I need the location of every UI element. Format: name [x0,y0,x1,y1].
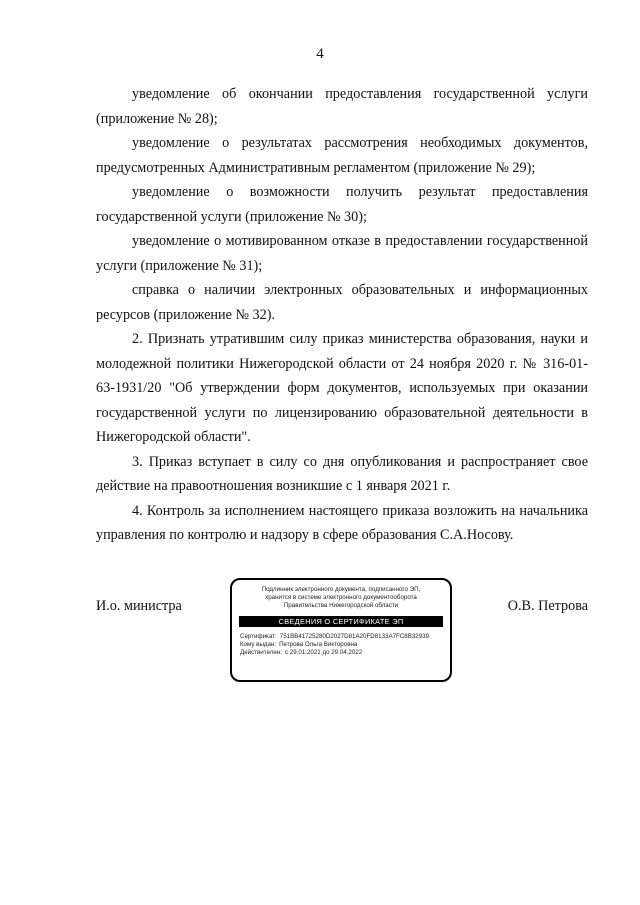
electronic-signature-stamp [230,578,452,682]
paragraph: 2. Признать утратившим силу приказ министерства образования, науки и молодежной политики Нижегородской области от 24 ноября 2020 г. № 316-01-63-1931/20 "Об утверждении форм документов, используемых при оказании государственной услуги по лицензированию образовательной деятельности в Нижегородской области". [96,331,588,445]
document-body [96,82,588,548]
owner-label: Кому выдан: [240,641,277,648]
paragraph: справка о наличии электронных образовательных и информационных ресурсов (приложение № 32). [96,282,588,323]
stamp-header-line: Подлинник электронного документа, подписанного ЭП, [261,586,421,593]
paragraph: уведомление о возможности получить результат предоставления государственной услуги (приложение № 30); [96,184,588,225]
paragraph: 4. Контроль за исполнением настоящего приказа возложить на начальника управления по контролю и надзору в сфере образования С.А.Носову. [96,502,588,543]
page-number: 4 [316,46,324,62]
certificate-label: Сертификат: [240,633,277,640]
stamp-certificate-row [240,633,442,641]
stamp-header [240,586,442,610]
stamp-owner-row [240,641,442,649]
signature-block [96,578,588,688]
signer-name: О.В. Петрова [507,598,588,614]
certificate-value: 751BB41725280D2027D81A20FD8133A7FC8B32939 [279,633,430,640]
paragraph: уведомление о результатах рассмотрения необходимых документов, предусмотренных Административным регламентом (приложение № 29); [96,135,588,176]
validity-value: с 29.01.2021 до 29.04.2022 [284,649,363,656]
stamp-validity-row [240,649,442,657]
owner-value: Петрова Ольга Викторовна [279,641,358,648]
paragraph: 3. Приказ вступает в силу со дня опубликования и распространяет свое действие на правоотношения возникшие с 1 января 2021 г. [96,453,588,494]
signer-position: И.о. министра [96,598,182,614]
stamp-header-line: хранится в системе электронного документооборота [265,594,417,601]
stamp-banner: СВЕДЕНИЯ О СЕРТИФИКАТЕ ЭП [239,616,443,627]
validity-label: Действителен: [240,649,282,656]
stamp-header-line: Правительства Нижегородской области [283,602,399,609]
paragraph: уведомление об окончании предоставления государственной услуги (приложение № 28); [96,86,588,127]
paragraph: уведомление о мотивированном отказе в предоставлении государственной услуги (приложение № 31); [96,233,588,274]
